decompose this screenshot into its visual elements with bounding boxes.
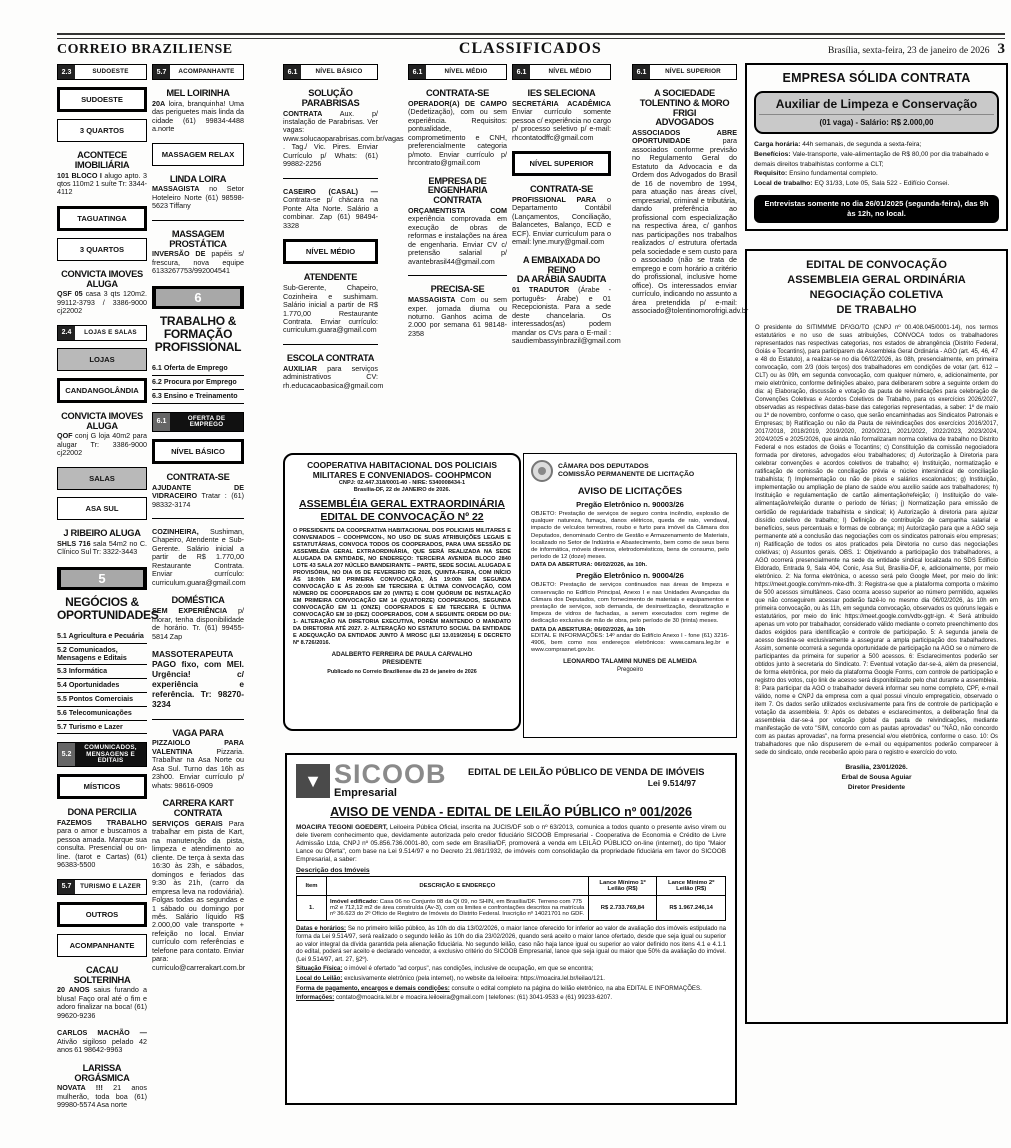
ad-divider — [283, 344, 378, 345]
ad-convicta-qsf — [57, 270, 147, 316]
section-6-title: TRABALHO & FORMAÇÃO PROFISSIONAL — [154, 313, 242, 355]
edital-title-line2: ASSEMBLEIA GERAL ORDINÁRIA — [787, 274, 966, 287]
camara-org-line1: CÂMARA DOS DEPUTADOS — [558, 462, 649, 470]
ad-title: CONTRATA-SE — [530, 184, 593, 195]
ad-j-ribeiro — [57, 529, 147, 557]
aviso-licitacoes-title: AVISO DE LICITAÇÕES — [577, 486, 683, 497]
index-item: 5.4 Oportunidades — [57, 679, 147, 693]
index-item: 5.6 Telecomunicações — [57, 707, 147, 721]
edital-title-line3: NEGOCIAÇÃO COLETIVA — [809, 289, 944, 302]
col-header-item: Item — [297, 877, 327, 896]
sicoob-logo — [296, 759, 447, 800]
category-box-misticos: MÍSTICOS — [57, 774, 147, 799]
header-rule — [57, 33, 1005, 39]
ad-ies-secretaria — [512, 89, 611, 142]
aviso-licitacoes-box — [523, 453, 737, 738]
ad-title: IES SELECIONA — [527, 88, 596, 98]
ad-convicta-qof — [57, 412, 147, 458]
section-5-index — [57, 630, 147, 734]
ad-title: EMPRESA DE — [428, 175, 487, 186]
par-informacoes: Informações: contato@moacira.lel.br e moacira.leiloeira@gmail.com | telefones: (61) 3041-9533 e (61) 99233-6207. — [296, 994, 613, 1002]
ad-body: MASSAGISTA no Setor Hoteleiro Norte (61) 98598-5623 Tiffany — [152, 184, 244, 211]
ad-title: CARRERA KART — [162, 798, 234, 809]
par-situacao-fisica: Situação Física: o imóvel é ofertado "ad corpus", nas condições, inclusive de ocupação, em que se encontra; — [296, 965, 594, 973]
ad-body: SEM EXPERIÊNCIA p/ morar, tenha disponibilidade de horário. Tr. (61) 99455-5814 Zap — [152, 606, 244, 641]
empresa-entrevistas-note: Entrevistas somente no dia 26/01/2025 (segunda-feira), das 9h às 12h, no local. — [754, 195, 999, 224]
ad-title: CONVICTA IMOVES ALUGA — [61, 410, 143, 431]
sicoob-wordmark: SICOOB — [334, 759, 447, 789]
ad-dona-percilia — [57, 808, 147, 870]
tab-number: 5.2 — [58, 743, 75, 766]
camara-logo-icon — [531, 460, 553, 482]
ad-title: ENGENHARIA — [427, 185, 488, 196]
ad-body: NOVATA !!! 21 anos mulherão, toda boa (61) 99980-5574 Asa norte — [57, 1083, 147, 1110]
leilao-law: Lei 9.514/97 — [647, 778, 696, 789]
newspaper-brand: CORREIO BRAZILIENSE — [57, 42, 233, 57]
cell-item: 1. — [297, 896, 327, 921]
edital-title-line4: DE TRABALHO — [836, 303, 917, 316]
camara-org — [558, 463, 694, 480]
empresa-role-box — [754, 91, 999, 134]
ad-title: DA ARÁBIA SAUDITA — [516, 274, 607, 285]
tab-number: 5.7 — [58, 880, 75, 894]
empresa-role: Auxiliar de Limpeza e Conservação — [775, 97, 978, 111]
signature-name: ADALBERTO FERREIRA DE PAULA CARVALHO — [331, 650, 473, 658]
edital-coophmcon-box — [283, 453, 521, 731]
sicoob-logo-icon: ▼ — [296, 764, 330, 798]
ad-body: QSF 05 casa 3 qts 120m2. 99112-3793 / 3386-9000 cj22002 — [57, 289, 148, 316]
empresa-beneficios: Benefícios: Vale-transporte, vale-alimentação de R$ 80,00 por dia trabalhado e demais direitos trabalhistas conforme a CLT; — [754, 150, 989, 168]
ad-title: SOLUÇÃO PARABRISAS — [301, 88, 360, 108]
camara-org-line2: COMISSÃO PERMANENTE DE LICITAÇÃO — [558, 471, 695, 478]
tab-label: NÍVEL BÁSICO — [315, 67, 363, 75]
ad-carlos-machao — [57, 1029, 147, 1054]
location-box-sudoeste: SUDOESTE — [57, 87, 147, 112]
tab-6-1-nivel-basico — [283, 64, 378, 80]
coophmcon-footnote: Publicado no Correio Braziliense dia 23 de janeiro de 2026 — [327, 668, 477, 675]
ad-title: PRECISA-SE — [430, 284, 485, 295]
ad-body: MASSOTERAPEUTA PAGO fixo, com MEI. Urgência! c/ experiência e referência. Tr: 98270-3234 — [152, 649, 244, 709]
ad-mel-loirinha — [152, 89, 244, 134]
empresa-title: EMPRESA SÓLIDA CONTRATA — [782, 71, 971, 85]
ad-title: ATENDENTE — [303, 272, 358, 283]
section-6-banner — [152, 286, 244, 309]
sicoob-head-title — [447, 762, 726, 789]
signature-role: Pregoeiro — [616, 666, 643, 673]
signature-role: PRESIDENTE — [382, 658, 422, 666]
empresa-requisito: Requisito: Ensino fundamental completo. — [754, 170, 878, 178]
ad-title: LARISSA ORGÁSMICA — [74, 1062, 130, 1083]
edital-convocacao-box — [745, 249, 1008, 1024]
tab-label: NÍVEL MÉDIO — [444, 67, 488, 75]
empresa-carga-horaria: Carga horária: 44h semanais, de segunda a sexta-feira; — [754, 141, 922, 148]
ad-acontece-imobiliaria — [57, 151, 147, 197]
ad-body: SHLS 716 sala 54m2 no C. Clínico Sul Tr: 3322-3443 — [57, 538, 148, 557]
col-header-lance1: Lance Mínimo 1º Leilão (R$) — [588, 877, 657, 896]
ad-escola-contrata — [283, 352, 384, 390]
ad-body: OPERADOR(A) DE CAMPO (Dedetização), com ou sem experiência. Requisitos: pontualidade, comprometimento e CNH, preferencialmente categoria p/moto. Enviar currículo p/ hrcontrato@gmail.com — [408, 98, 507, 168]
tab-number: 6.1 — [284, 65, 301, 79]
header-dateline — [828, 41, 1005, 58]
ad-cozinheira — [152, 528, 244, 587]
imoveis-table — [296, 876, 726, 921]
index-item: 6.2 Procura por Emprego — [152, 376, 244, 390]
ad-empresa-engenharia — [408, 177, 507, 267]
tab-label: SUDOESTE — [92, 67, 129, 75]
empresa-solida-box — [745, 63, 1008, 231]
cell-descricao: Imóvel edificado: Casa 06 no Conjunto 08 da QI 09, no SHIN, em Brasília/DF. Terreno com 775 m2 e 712,12 m2 de área construída (Av-3), com os limites e confrontações descritos na matrícula nº 36.623 do 2º Ofício de Registro de Imóveis do Distrito Federal. Inscrição nº 14021701 no GDF. — [327, 896, 589, 921]
edital-title — [755, 258, 998, 317]
tab-6-1-nivel-medio-a — [408, 64, 507, 80]
ad-title: MASSAGEM PROSTÁTICA — [169, 228, 227, 249]
ad-atendente — [283, 273, 378, 335]
tab-label: OFERTA DE EMPREGO — [187, 414, 226, 428]
tab-label: ACOMPANHANTE — [178, 67, 235, 75]
ad-caseiro-casal — [283, 188, 378, 230]
coophmcon-date: Brasília-DF, 22 de JANEIRO de 2026. — [353, 487, 451, 494]
ad-title: DOMÉSTICA — [171, 595, 225, 606]
ad-body: PROFISSIONAL PARA o Departamento Contábil (Lançamentos, Conciliação, Balancetes, Balanço, ECD e ECF). Enviar curriculum para o email: lyne.mury@gmail.com — [512, 194, 611, 247]
par-datas-horarios: Datas e horários: Se no primeiro leilão público, às 10h do dia 13/02/2026, o maior lance oferecido for inferior ao valor de avaliação dos imóveis estipulado na forma da Lei 9.514/97, será realizado o segundo leilão às 10h do dia 23/02/2026, quando será aceito o maior lance ofertado, desde que seja igual ou superior ao valor integral da dívida garantida pela alienação fiduciária. No segundo leilão, caso não haja lance igual ou superior ao valor definido nos itens 4.1 e 4.1.1 do edital, poderá ser aceito e declarado vencedor, a exclusivo critério do SICOOB Empresarial, lance que seja igual ou maior que 50% da avaliação do imóvel. (Lei 9.514/97, art. 27, §2º). — [296, 925, 726, 963]
ad-title: LINDA LOIRA — [169, 173, 227, 184]
ad-body: MASSAGISTA Com ou sem exper. jornada diurna ou noturno. Ganhos acima de 2.000 por semana 61 98148-2358 — [408, 295, 507, 338]
ad-body: ASSOCIADOS ABRE OPORTUNIDADE para associados conforme previsão no Regulamento Geral do Estatuto da Advocacia e da Ordem dos Advogados do Brasil de 16 de novembro de 1994, para atuação nas áreas cível, empresarial, criminal e tributária, dando preferência ao profissional com especialização na respectiva área, c/ ganhos nas participações nos trabalhos realizados c/ estrutura ofertada pela sociedade e sem custo para o associado (não se trata de emprego e com horário a critério do profissional, inclusive home office). Os interessados enviar currículo, indicando no assunto a área pretendida p/ e-mail: associado@tolentinomorofrigi.adv.br — [632, 128, 749, 316]
tab-label: COMUNICADOS, MENSAGENS E EDITAIS — [84, 744, 137, 764]
ad-body: 101 BLOCO I alugo apto. 3 qtos 110m2 1 suíte Tr: 3344-4112 — [57, 170, 147, 197]
tab-6-1-oferta-de-emprego — [152, 412, 244, 432]
tab-label: LOJAS E SALAS — [84, 328, 137, 336]
sicoob-sub-brand: Empresarial — [334, 787, 397, 800]
ad-body: PIZZAIOLO PARA VALENTINA Pizzaria. Trabalhar na Asa Norte ou Asa Sul. Turno das 16h as 23h00. Enviar currículo p/ whats: 98616-0909 — [152, 738, 244, 790]
tab-number: 2.4 — [58, 326, 75, 340]
col-header-descricao: DESCRIÇÃO E ENDEREÇO — [327, 877, 589, 896]
camara-header — [531, 460, 729, 482]
index-item: 6.1 Oferta de Emprego — [152, 362, 244, 376]
column-5 — [512, 64, 621, 354]
ad-divider — [152, 518, 244, 519]
sicoob-wordmark-wrap — [334, 759, 447, 800]
ad-body: Sub-Gerente, Chapeiro, Cozinheira e sushimam. Salário inicial a partir de R$ 1.770,00 Restaurante Contrata. Enviar currículo: curriculum.guara@gmail.com — [283, 283, 378, 335]
category-box-nivel-superior: NÍVEL SUPERIOR — [512, 151, 611, 176]
ad-pizzaiolo-valentina — [152, 729, 244, 791]
pregao-90004-body: OBJETO: Prestação de serviços continuados nas áreas de limpeza e conservação no Edifício Principal, Anexo I e nas Unidades Avançadas da Câmara dos Deputados, com fornecimento de materiais e equipamentos e prestação de serviços, sob demanda, de desinsetização, desratização e limpeza de vidros de fachadas, a serem executados com regime de dedicação exclusiva de mão de obra, pelo período de 30 (trinta) meses. — [531, 582, 729, 625]
section-number: 6 — [156, 289, 240, 306]
ad-embaixada-arabia-saudita — [512, 254, 621, 346]
category-box-nivel-medio: NÍVEL MÉDIO — [283, 239, 378, 264]
signature-role: Diretor Presidente — [847, 783, 906, 791]
ad-title: ACONTECE IMOBILIÁRIA — [74, 150, 130, 170]
page-number: 3 — [997, 41, 1005, 57]
section-5-title: NEGÓCIOS & OPORTUNIDADES — [57, 594, 159, 622]
category-box-lojas: LOJAS — [57, 348, 147, 371]
location-box-taguatinga: TAGUATINGA — [57, 206, 147, 231]
ad-cacau-solterinha — [57, 966, 147, 1020]
coophmcon-name-line2: MILITARES E CONVENIADOS- COOHPMCON — [312, 469, 492, 480]
column-4 — [408, 64, 507, 347]
pregao-90003-title: Pregão Eletrônico n. 90003/26 — [576, 500, 684, 509]
index-item: 5.7 Turismo e Lazer — [57, 721, 147, 735]
leilao-intro: MOACIRA TEGONI GOEDERT, Leiloeira Pública Oficial, inscrita na JUCIS/DF sob o nº 63/2013, comunica a todos quanto o presente aviso virem ou dele tiverem conhecimento que, devidamente autorizada pelo credor fiduciário SICOOB Empresarial - Cooperativa de Economia e Crédito de Livre Admissão Ltda, CNPJ nº 05.856.736.0001-80, com sede em Brasília/DF, promoverá a venda em LEILÃO PÚBLICO on-line (internet), do tipo "Maior Lance ou Oferta", com base na Lei 9.514/97 e no Decreto 21.981/1932, de imóveis com consolidação da propriedade fiduciária em favor do SICOOB Empresarial, a saber: — [296, 824, 726, 864]
category-box-outros: OUTROS — [57, 902, 147, 927]
ad-body: AUXILIAR para serviços administrativos CV: rh.educacaobasica@gmail.com — [283, 363, 384, 390]
ad-body: AJUDANTE DE VIDRACEIRO Tratar : (61) 98332-3174 — [152, 482, 244, 509]
tab-5-7-turismo — [57, 879, 147, 895]
section-6-index — [152, 362, 244, 403]
ad-title: CONTRATA — [433, 195, 482, 206]
coophmcon-name — [293, 461, 511, 480]
ad-divider — [152, 719, 244, 720]
edital-signature — [755, 763, 998, 792]
location-box-candangolandia: CANDANGOLÂNDIA — [57, 378, 147, 403]
tab-number: 2.3 — [58, 65, 75, 79]
ad-body: 01 TRADUTOR (Árabe - português- Árabe) e 01 Recepcionista. Para a sede deste chancelaria. Os interessados(as) podem mandar os CVs para o E-mail : saudiembassyinbrazil@gmail.com — [512, 285, 621, 345]
ad-body: SECRETÁRIA ACADÊMICA Enviar currículo somente pessoa c/ experiência no cargo p/ processo seletivo p/ e-mail: rhcontatodffc@gmail.com — [512, 98, 611, 142]
descricao-imoveis-label: Descrição dos Imóveis — [296, 867, 370, 875]
ad-body: CONTRATA Aux. p/ instalação de Parabrisas. Ver vagas: www.solucaoparabrisas.com.br/vagas . Tag./ Vic. Pires. Enviar Currículo p/ Whats: (61) 99882-2256 — [283, 108, 404, 169]
ad-title: CONTRATA — [173, 807, 223, 818]
category-box-acompanhante: ACOMPANHANTE — [57, 934, 147, 957]
tab-2-3-sudoeste — [57, 64, 147, 80]
tab-number: 6.1 — [633, 65, 650, 79]
column-2 — [152, 64, 244, 981]
aviso-de-venda-title: AVISO DE VENDA - EDITAL DE LEILÃO PÚBLICO nº 001/2026 — [330, 805, 692, 820]
sicoob-leilao-box — [285, 753, 737, 1105]
tab-2-4-lojas-e-salas — [57, 325, 147, 341]
ad-body: INVERSÃO DE papéis s/ frescura, nova equipe 6133267753/992004541 — [152, 249, 244, 276]
ad-title: J RIBEIRO ALUGA — [63, 527, 141, 538]
ad-body: CASEIRO (CASAL) — Contrata-se p/ chácara na Ponte Alta Norte. Salário a combinar. Zap (61) 98494-3328 — [283, 186, 378, 230]
index-item: 5.3 Informática — [57, 665, 147, 679]
page-header — [57, 40, 1005, 58]
ad-divider — [283, 178, 378, 179]
ad-body: FAZEMOS TRABALHO para o amor e buscamos a pessoa amada. Marque sua consulta. Presencial ou on-line. (tarot e Cartas) (61) 96383-5500 — [57, 817, 147, 870]
index-item: 5.2 Comunicados, Mensagens e Editais — [57, 644, 147, 666]
column-1 — [57, 64, 159, 1119]
signature-city-date: Brasília, 23/01/2026. — [845, 764, 908, 772]
signature-name: Erbal de Sousa Aguiar — [841, 774, 912, 782]
ad-title: VAGA PARA — [172, 727, 224, 738]
section-number: 5 — [61, 570, 143, 587]
ad-title: MEL LOIRINHA — [166, 88, 230, 98]
ad-massagem-prostatica — [152, 230, 244, 276]
column-right — [745, 63, 1008, 1024]
coophmcon-title — [293, 498, 511, 524]
empresa-vaga-salario: (01 vaga) - Salário: R$ 2.000,00 — [759, 114, 994, 127]
ad-body: ORÇAMENTISTA COM experiência comprovada em execução de obras de reformas e instalações na área de engenharia. Enviar CV c/ pretensão salarial p/ avantebrasil44@gmail.com — [408, 205, 507, 266]
camara-signature — [531, 658, 729, 674]
index-item: 6.3 Ensino e Treinamento — [152, 390, 244, 404]
ad-body: SERVIÇOS GERAIS Para trabalhar em pista de Kart, na manutenção da pista, limpeza e atendimento ao cliente. De terça à sexta das 16:30 às 23h, e sábados, domingos e feriados das 9:30 às 21h, (carro da empresa leva na rodoviária). Folgas todas as segundas e 1 sábado ou domingo por mês. Salário líquido R$ 2.000,00 vale transporte + refeição no local. Enviar currículo com referências e telefone para contato. Enviar para: curriculo@carrerakart.com.br — [152, 818, 246, 972]
tab-6-1-nivel-medio-b — [512, 64, 611, 80]
ad-title: CONVICTA IMOVES ALUGA — [61, 268, 143, 289]
tab-5-7-acompanhante — [152, 64, 244, 80]
sicoob-header — [296, 759, 726, 800]
table-header-row — [297, 877, 726, 896]
ad-title: ESCOLA CONTRATA — [286, 352, 375, 363]
coophmcon-title-line1: ASSEMBLÉIA GERAL EXTRAORDINÁRIA — [299, 497, 505, 510]
section-5-banner — [57, 567, 147, 590]
ad-title: DONA PERCILIA — [67, 807, 137, 818]
tab-label: NÍVEL MÉDIO — [548, 67, 592, 75]
ad-title: A EMBAIXADA DO REINO — [522, 254, 601, 275]
ad-title: ADVOGADOS — [655, 117, 714, 128]
ad-massoterapeuta — [152, 650, 244, 709]
category-box-massagem-relax: MASSAGEM RELAX — [152, 143, 244, 166]
tab-5-2-comunicados — [57, 742, 147, 767]
coophmcon-cnpj: CNPJ: 02.447.318/0001-40 - NIRE: 5340008434-1 — [338, 480, 466, 487]
par-forma-pagamento: Forma de pagamento, encargos e demais condições: consulte o edital completo na página do leilão eletrônico, na aba EDITAL E INFORMAÇÕES. — [296, 984, 702, 992]
ad-body: CARLOS MACHÃO — Ativão sigiloso pelado 42 anos 61 98642-9963 — [57, 1028, 147, 1055]
ad-title: CONTRATA-SE — [426, 88, 489, 98]
category-box-salas: SALAS — [57, 467, 147, 490]
par-local-leilao: Local do Leilão: exclusivamente eletrônico (pela internet), no website da leiloeira: https://moacira.lel.br/leilao/121. — [296, 974, 605, 982]
category-box-3quartos-b: 3 QUARTOS — [57, 238, 147, 261]
ad-contabil — [512, 185, 611, 247]
cell-lance-2: R$ 1.967.246,14 — [657, 896, 726, 921]
ad-carrera-kart — [152, 799, 244, 972]
ad-larissa-orgasmica — [57, 1064, 147, 1110]
ad-linda-loira — [152, 175, 244, 211]
tab-label: NÍVEL SUPERIOR — [665, 67, 721, 75]
ad-domestica — [152, 596, 244, 641]
tab-6-1-nivel-superior — [632, 64, 737, 80]
coophmcon-body: O PRESIDENTE DA COOPERATIVA HABITACIONAL DOS POLICIAIS MILITARES E CONVENIADOS – COOHPMCON-, NO USO DE SUAS ATRIBUIÇÕES LEGAIS E ESTATUTÁRIAS, CONVOCA TODOS OS COOPERADOS, PARA UMA SESSÃO DE ASSEMBLÉIA GERAL EXTRAORDINÁRIA, QUE SERÁ REALIZADA NA SEDE ALUGADA DA ENTIDADE, NO ENDEREÇO: TERCEIRA AVENIDA BLOCO 2840 LOTE 43 SALA 207 NÚCLEO BANDEIRANTE – PARTE, SEDE SOCIAL ALUGADA E PROVISÓRIA, NO DIA 05 DE FEVEREIRO DE 2026, QUINTA-FEIRA, COM INÍCIO ÀS 18:00h EM PRIMEIRA CONVOCAÇÃO, ÀS 19:00h EM SEGUNDA CONVOCAÇÃO E ÀS 20:00h EM TERCEIRA E ÚLTIMA CONVOCAÇÃO, COM NÚMERO DE COOPERADOS EM 20 (VINTE) E COM QUÓRUM DE INSTALAÇÃO EM PRIMEIRA CONVOCAÇÃO EM 14 (QUATORZE) COOPERADOS, SEGUNDA CONVOCAÇÃO EM 11 (ONZE) COOPERADOS E EM TERCEIRA E ÚLTIMA CONVOCAÇÃO EM 10 (DEZ) COOPERADOS, COM A SEGUINTE ORDEM DO DIA: 1- ALTERAÇÃO NA DIRETORIA EXECUTIVA, PORÉM MANTENDO O MANDATO DA DIRETORIA ATÉ 2027. 2- ALTERAÇÃO NO ESTATUTO SOCIAL DA ENTIDADE E ADEQUAÇÃO DA ENTIDADE JUNTO À MROSC (LEI 13.019/2014) E DECRETO Nº 8.726/2016. — [293, 527, 511, 646]
ad-body: QOF conj G loja 40m2 para alugar Tr: 3386-9000 cj22002 — [57, 431, 147, 458]
pregao-90003-abertura: DATA DA ABERTURA: 06/02/2026, às 10h. — [531, 562, 647, 569]
tab-number: 6.1 — [409, 65, 426, 79]
ad-title: CONTRATA-SE — [166, 471, 230, 482]
ad-solucao-parabrisas — [283, 88, 404, 169]
ad-ajudante-vidraceiro — [152, 473, 244, 509]
pregao-90003-body: OBJETO: Prestação de serviços de seguro contra incêndio, explosão de qualquer natureza, fumaça, danos elétricos, queda de raio, vendaval, impacto de veículos terrestres, roubo e furto para imóvel da Câmara dos Deputados, denominado Centro de Gestão e Armazenamento de Materiais, localizado no Setor de Indústria e Abastecimento, bem como de seus bens de informática, móveis diversos, eletrodomésticos, bens de consumo, pelo período de 12 (doze) meses. — [531, 511, 729, 561]
ad-title: A SOCIEDADE — [654, 88, 715, 98]
tab-label: TURISMO E LAZER — [80, 882, 141, 890]
ad-divider — [408, 275, 507, 276]
ad-operador-de-campo — [408, 89, 507, 168]
ad-divider — [152, 220, 244, 221]
pregao-90004-abertura: DATA DA ABERTURA: 06/02/2026, às 10h — [531, 626, 646, 633]
ad-title: TOLENTINO & MORO FRIGI — [639, 97, 730, 118]
col-header-lance2: Lance Mínimo 2º Leilão (R$) — [657, 877, 726, 896]
table-row — [297, 896, 726, 921]
tab-number: 6.1 — [153, 413, 170, 431]
edital-body: O presidente do SITIMMME DF/GO/TO (CNPJ nº 00.408.045/0001-14), nos termos estatutários e no uso de suas atribuições, CONVOCA todos os trabalhadores representados nas respectivas categorias, nos estados de abrangência (Distrito Federal, Goiás e Tocantins), para participarem da Assembleia Geral Ordinária - AGO (art. 45, 46, 47 e 48 do Estatuto), a realizar-se no dia 06/02/2026, às 08h, presencialmente, em primeira convocação, com 2/3 (dois terços) dos trabalhadores em condições de votar (art. 612 – CLT) ou às 09h, em segunda convocação, com qualquer número, e, adicionalmente, por meio eletrônico, conforme definições abaixo, para deliberarem sobre a seguinte ordem do dia: a) Elaboração, discussão e votação da pauta de reivindicações para celebração de Convenções Coletivas e Acordos Coletivos de Trabalho, para os exercícios 2026/2027, observadas as respectivas datas-base das categorias representadas, a saber: 1º de maio ou 1º de novembro, conforme o caso, que serão encaminhadas aos Sindicatos Patronais e Empresas; b) Ratificação ou não da Pauta de reivindicações dos exercícios 2016/2017, 2017/2018, 2018/2019, 2019/2020, 2020/2021, 2021/2022, 2022/2023, 2023/2024, 2024/2025 e 2025/2026, que ainda não formalizaram norma coletiva de trabalho no Distrito Federal e nos estados de Goiás e Tocantins; c) Constituição da comissão negociadora formada por diretores, advogados e/ou trabalhadores; d) Autorização à Diretoria para celebrar convenções e acordos coletivos de trabalho; e) Instituição, normatização e ratificação de comissão de conciliação prévia e núcleo intersindical de conciliação trabalhista; f) Implementação ou não de pisos e salários escalonados; g) Instituição, implementação ou ampliação de plano de saúde e/ou auxílio saúde aos trabalhadores; h) Instituição e regulamentação de cartão alimentação/refeição; i) Instituição do vale-alimentação/refeição durante o período de férias; j) Normatização para emissão de certidão de regularidade trabalhista e sindical; k) Autorização à diretoria para ajuizar dissídio coletivo de trabalho; l) Definição de contribuição de campanha salarial e benefícios, seus percentuais e formas de cobrança; m) Autorização para que a AGO seja permanente até a conclusão das negociações com os sindicatos patronais e/ou empresas; n) Ratificação de todos os atos praticados pela Diretoria no curso das negociações coletivas; o) Assuntos gerais. OBS. 1: Objetivando a participação dos trabalhadores, a AGO ocorrerá presencialmente na sede da entidade sindical localizada no SDS Edifício Eldorado, Entrada 9, Sala 404, Conic, Asa Sul, Brasília-DF, e, adicionalmente, por meio eletrônico. 2: Na forma eletrônica, o acesso será pelo Google Meet, por meio do link: https://meet.google.com/mm-mke-dfh. 3: Registra-se que a plataforma comporta o máximo de 500 acessos simultâneos. Caso ocorra acesso superior ao número permitido, aqueles que não conseguirem acessar poderão fazê-lo no mesmo dia 06/02/2026, às 10h em primeira convocação, ou às 11h, em segunda convocação, observados os quóruns legais e estatutários, por meio do link: https://meet.google.com/vdtx-ggtr-ign. 4: Será atribuído apenas um voto por trabalhador, considerado válido mediante o correto preenchimento dos dados exigidos para identificação e controle de participação. 5: A segunda janela de acesso destina-se exclusivamente a assegurar a ampla participação dos trabalhadores. Assim, somente ocorrerá a segunda oportunidade de participação na AGO se o número de participantes da primeira for superior a 500 acessos. 6: Esclarecimentos poderão ser obtidos junto à secretaria do Sindicato. 7: Eventual votação dar-se-á, além da presencial, de forma eletrônica, por meio da plataforma Google Forms, com controle de participação e registro dos votos, cujo link de acesso será disponibilizado pelo chat durante a assembleia. 8: Para participar da AGO o trabalhador deverá informar seu nome completo, CPF, e-mail válido, nome e CNPJ da empresa com a qual possui vínculo empregatício, observado o item 7. Os dados serão utilizados exclusivamente para fins de controle de participação e votação da assembleia. 9: Após os debates e esclarecimentos, a deliberação final da assembleia dar-se-á por votação global da pauta de reivindicações, mediante manifestação de voto "SIM, concordo com as pautas aprovadas" ou "NÃO, não concordo com as pautas aprovadas", na forma presencial e/ou eletrônica, conforme o caso. 10: Os trabalhadores que não dispuserem de e-mail ou equipamentos poderão comparecer à sede do sindicato, onde receberão apoio para o registro e exercício do voto. — [755, 324, 998, 757]
camara-edital-info: EDITAL E INFORMAÇÕES: 14º andar do Edifício Anexo I - fone (61) 3216-4906, bem como nos endereços eletrônicos: www.camara.leg.br e www.comprasnet.gov.br. — [531, 632, 729, 654]
coophmcon-signature — [293, 651, 511, 667]
location-box-asa-sul: ASA SUL — [57, 497, 147, 520]
ad-precisa-se-massagista — [408, 285, 507, 338]
leilao-head-title: EDITAL DE LEILÃO PÚBLICO DE VENDA DE IMÓVEIS — [468, 767, 705, 777]
edital-title-line1: EDITAL DE CONVOCAÇÃO — [806, 259, 947, 272]
ad-title: CACAU SOLTERINHA — [73, 964, 131, 985]
tab-number: 5.7 — [153, 65, 170, 79]
coophmcon-name-line1: COOPERATIVA HABITACIONAL DOS POLICIAIS — [307, 460, 497, 470]
page-title: CLASSIFICADOS — [458, 40, 602, 57]
category-box-nivel-basico: NÍVEL BÁSICO — [152, 439, 244, 464]
header-date: Brasília, sexta-feira, 23 de janeiro de 2026 — [828, 46, 990, 56]
category-box-3quartos: 3 QUARTOS — [57, 119, 147, 142]
ad-tolentino-moro-frigi — [632, 88, 749, 316]
ad-body: 20 ANOS saius furando a blusa! Faço oral até o fim e adoro finalizar na boca! (61) 99620-9236 — [57, 985, 147, 1020]
cell-lance-1: R$ 2.733.769,84 — [588, 896, 657, 921]
index-item: 5.5 Pontos Comerciais — [57, 693, 147, 707]
ad-body: COZINHEIRA, Sushiman, Chapeiro, Atendente e Sub-Gerente. Salário inicial a partir de R$ 1.770,00 Restaurante Contrata. Enviar currículo: curriculum.guara@gmail.com — [152, 527, 246, 587]
column-6 — [632, 64, 749, 325]
index-item: 5.1 Agricultura e Pecuária — [57, 630, 147, 644]
column-3 — [283, 64, 404, 399]
ad-body: 20A loira, branquinha! Uma das periguetes mais linda da cidade (61) 99834-4488 a.norte — [152, 98, 244, 134]
signature-name: LEONARDO TALAMINI NUNES DE ALMEIDA — [563, 658, 697, 666]
empresa-local-trabalho: Local de trabalho: EQ 31/33, Lote 05, Sala 522 - Edifício Consei. — [754, 180, 950, 188]
coophmcon-title-line2: EDITAL DE CONVOCAÇÃO Nº 22 — [320, 510, 484, 523]
tab-number: 6.1 — [513, 65, 530, 79]
pregao-90004-title: Pregão Eletrônico n. 90004/26 — [576, 571, 684, 581]
